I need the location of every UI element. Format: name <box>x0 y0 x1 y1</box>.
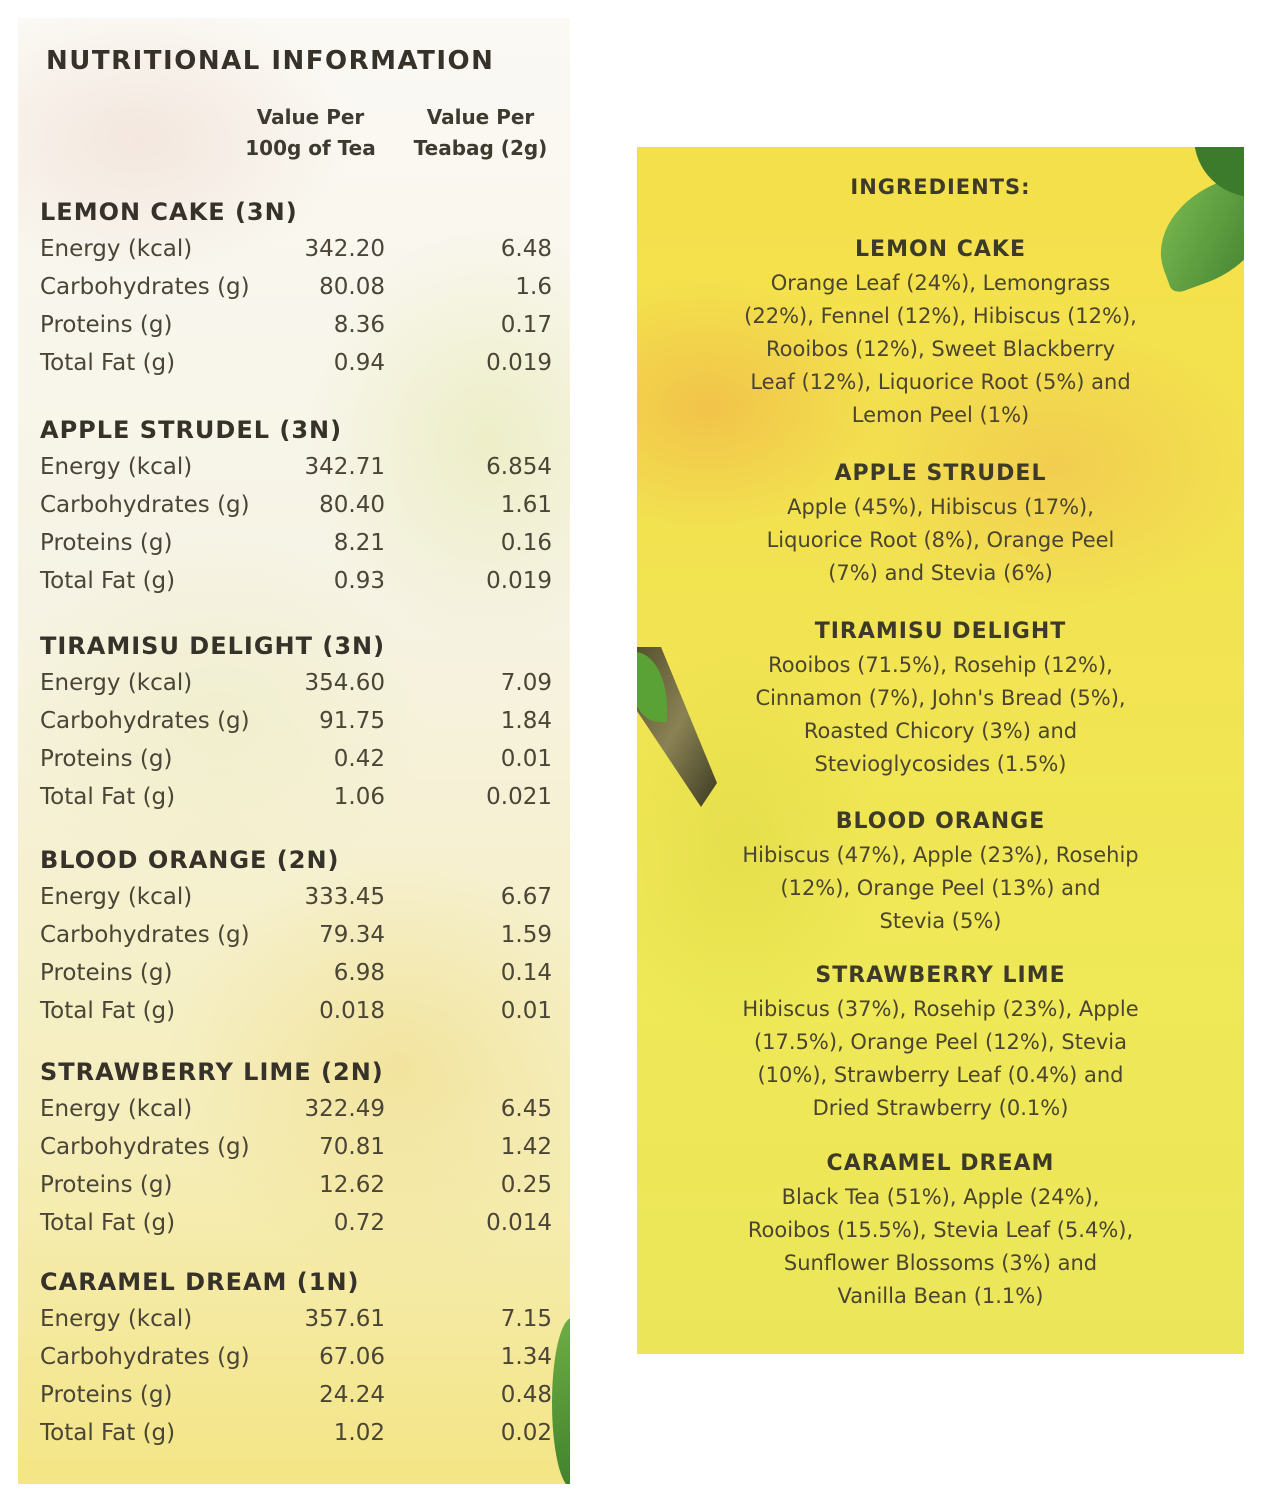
ingredients-panel <box>637 147 1244 1354</box>
ingredient-line: Sunflower Blossoms (3%) and <box>783 1251 1098 1275</box>
nutrient-label: Proteins (g) <box>40 530 173 556</box>
nutrient-row <box>40 1092 560 1130</box>
nutrient-row <box>40 488 560 526</box>
value-per-100g: 79.34 <box>319 922 385 948</box>
nutrient-row <box>40 742 560 780</box>
nutrient-label: Carbohydrates (g) <box>40 492 250 518</box>
nutrient-label: Proteins (g) <box>40 1172 173 1198</box>
ingredient-line: Apple (45%), Hibiscus (17%), <box>787 495 1094 519</box>
ingredient-section <box>637 1147 1244 1313</box>
value-per-teabag: 0.021 <box>486 784 552 810</box>
value-per-teabag: 0.14 <box>500 960 552 986</box>
nutrition-title: NUTRITIONAL INFORMATION <box>46 46 495 76</box>
ingredient-line: Rooibos (15.5%), Stevia Leaf (5.4%), <box>747 1218 1134 1242</box>
value-per-teabag: 0.17 <box>500 312 552 338</box>
value-per-teabag: 6.854 <box>486 454 552 480</box>
nutrient-row <box>40 526 560 564</box>
nutrient-row <box>40 918 560 956</box>
value-per-100g: 322.49 <box>304 1096 385 1122</box>
value-per-teabag: 1.34 <box>500 1344 552 1370</box>
column-header-line: 100g of Tea <box>245 136 376 160</box>
value-per-teabag: 6.48 <box>500 236 552 262</box>
nutrient-label: Proteins (g) <box>40 960 173 986</box>
value-per-teabag: 0.48 <box>500 1382 552 1408</box>
nutrient-row <box>40 564 560 602</box>
ingredient-section <box>637 615 1244 781</box>
ingredient-section <box>637 805 1244 938</box>
ingredient-line: Orange Leaf (24%), Lemongrass <box>770 271 1111 295</box>
section-title: STRAWBERRY LIME (2N) <box>40 1058 384 1086</box>
value-per-teabag: 0.019 <box>486 568 552 594</box>
nutrient-label: Total Fat (g) <box>40 998 176 1024</box>
nutrient-row <box>40 880 560 918</box>
value-per-teabag: 0.014 <box>486 1210 552 1236</box>
ingredient-section <box>637 457 1244 590</box>
nutrient-label: Energy (kcal) <box>40 236 193 262</box>
value-per-100g: 1.02 <box>333 1420 385 1446</box>
nutrient-row <box>40 704 560 742</box>
section-title: CARAMEL DREAM (1N) <box>40 1268 360 1296</box>
value-per-100g: 1.06 <box>333 784 385 810</box>
ingredient-section-title: BLOOD ORANGE <box>835 809 1046 834</box>
nutrient-row <box>40 994 560 1032</box>
ingredient-line: Rooibos (71.5%), Rosehip (12%), <box>768 653 1113 677</box>
nutrient-label: Proteins (g) <box>40 1382 173 1408</box>
nutrient-label: Carbohydrates (g) <box>40 708 250 734</box>
value-per-teabag: 6.45 <box>500 1096 552 1122</box>
ingredient-line: Lemon Peel (1%) <box>851 403 1030 427</box>
value-per-100g: 70.81 <box>319 1134 385 1160</box>
value-per-teabag: 0.019 <box>486 350 552 376</box>
ingredient-line: Hibiscus (37%), Rosehip (23%), Apple <box>742 997 1139 1021</box>
ingredient-line: Leaf (12%), Liquorice Root (5%) and <box>750 370 1131 394</box>
ingredient-line: (22%), Fennel (12%), Hibiscus (12%), <box>744 304 1137 328</box>
nutrient-row <box>40 1378 560 1416</box>
nutrient-label: Total Fat (g) <box>40 784 176 810</box>
ingredient-line: Cinnamon (7%), John's Bread (5%), <box>755 686 1126 710</box>
nutrient-label: Energy (kcal) <box>40 670 193 696</box>
nutrient-label: Proteins (g) <box>40 746 173 772</box>
nutrient-row <box>40 270 560 308</box>
nutrient-label: Energy (kcal) <box>40 884 193 910</box>
ingredient-line: Rooibos (12%), Sweet Blackberry <box>765 337 1116 361</box>
value-per-100g: 0.93 <box>333 568 385 594</box>
nutrient-row <box>40 450 560 488</box>
ingredient-line: Dried Strawberry (0.1%) <box>812 1096 1069 1120</box>
ingredient-line: Liquorice Root (8%), Orange Peel <box>766 528 1115 552</box>
nutrient-row <box>40 1302 560 1340</box>
nutrient-row <box>40 666 560 704</box>
nutrient-label: Carbohydrates (g) <box>40 922 250 948</box>
section-title: LEMON CAKE (3N) <box>40 198 298 226</box>
value-per-100g: 12.62 <box>319 1172 385 1198</box>
nutrient-label: Energy (kcal) <box>40 1306 193 1332</box>
ingredient-line: Black Tea (51%), Apple (24%), <box>781 1185 1100 1209</box>
ingredient-line: Roasted Chicory (3%) and <box>803 719 1078 743</box>
value-per-100g: 342.71 <box>304 454 385 480</box>
value-per-teabag: 7.09 <box>500 670 552 696</box>
value-per-100g: 354.60 <box>304 670 385 696</box>
value-per-100g: 0.72 <box>333 1210 385 1236</box>
column-header-line: Value Per <box>426 105 535 129</box>
nutrient-label: Carbohydrates (g) <box>40 1134 250 1160</box>
value-per-100g: 0.018 <box>319 998 385 1024</box>
value-per-teabag: 1.84 <box>500 708 552 734</box>
ingredient-line: Vanilla Bean (1.1%) <box>837 1284 1044 1308</box>
value-per-100g: 91.75 <box>319 708 385 734</box>
nutrient-row <box>40 956 560 994</box>
value-per-100g: 80.40 <box>319 492 385 518</box>
nutrient-label: Total Fat (g) <box>40 1210 176 1236</box>
ingredient-section <box>637 233 1244 432</box>
nutrient-label: Carbohydrates (g) <box>40 274 250 300</box>
value-per-teabag: 1.42 <box>500 1134 552 1160</box>
ingredients-title: INGREDIENTS: <box>850 175 1031 199</box>
value-per-100g: 24.24 <box>319 1382 385 1408</box>
value-per-teabag: 0.25 <box>500 1172 552 1198</box>
value-per-100g: 357.61 <box>304 1306 385 1332</box>
nutrient-row <box>40 1340 560 1378</box>
value-per-teabag: 0.02 <box>500 1420 552 1446</box>
value-per-100g: 0.94 <box>333 350 385 376</box>
section-title: TIRAMISU DELIGHT (3N) <box>40 632 386 660</box>
nutrition-section <box>40 1058 560 1244</box>
value-per-teabag: 0.01 <box>500 998 552 1024</box>
column-header-line: Teabag (2g) <box>413 136 548 160</box>
value-per-teabag: 1.61 <box>500 492 552 518</box>
nutrient-label: Proteins (g) <box>40 312 173 338</box>
value-per-100g: 342.20 <box>304 236 385 262</box>
nutrient-row <box>40 346 560 384</box>
nutrition-section <box>40 632 560 818</box>
value-per-100g: 6.98 <box>333 960 385 986</box>
nutrition-section <box>40 846 560 1032</box>
value-per-teabag: 1.59 <box>500 922 552 948</box>
value-per-100g: 0.42 <box>333 746 385 772</box>
ingredient-section <box>637 959 1244 1125</box>
ingredient-line: (10%), Strawberry Leaf (0.4%) and <box>757 1063 1124 1087</box>
nutrient-label: Energy (kcal) <box>40 1096 193 1122</box>
nutrient-row <box>40 1206 560 1244</box>
nutrient-row <box>40 232 560 270</box>
ingredient-section-title: APPLE STRUDEL <box>834 461 1047 486</box>
nutrient-label: Carbohydrates (g) <box>40 1344 250 1370</box>
ingredient-section-title: LEMON CAKE <box>855 237 1026 262</box>
value-per-100g: 8.21 <box>333 530 385 556</box>
value-per-teabag: 6.67 <box>500 884 552 910</box>
column-header-line: Value Per <box>256 105 365 129</box>
value-per-100g: 67.06 <box>319 1344 385 1370</box>
value-per-teabag: 7.15 <box>500 1306 552 1332</box>
section-title: BLOOD ORANGE (2N) <box>40 846 340 874</box>
value-per-100g: 8.36 <box>333 312 385 338</box>
nutrition-section <box>40 198 560 384</box>
value-per-100g: 80.08 <box>319 274 385 300</box>
nutrient-row <box>40 308 560 346</box>
section-title: APPLE STRUDEL (3N) <box>40 416 343 444</box>
value-per-teabag: 0.01 <box>500 746 552 772</box>
column-header-per-teabag <box>393 102 568 164</box>
ingredient-section-title: CARAMEL DREAM <box>826 1151 1055 1176</box>
nutrient-label: Energy (kcal) <box>40 454 193 480</box>
ingredient-line: Hibiscus (47%), Apple (23%), Rosehip <box>742 843 1139 867</box>
nutrient-row <box>40 1416 560 1454</box>
ingredient-line: Stevioglycosides (1.5%) <box>814 752 1067 776</box>
nutrient-row <box>40 780 560 818</box>
value-per-teabag: 1.6 <box>515 274 552 300</box>
nutrient-row <box>40 1130 560 1168</box>
nutrient-label: Total Fat (g) <box>40 350 176 376</box>
ingredient-line: (7%) and Stevia (6%) <box>828 561 1053 585</box>
ingredient-line: (12%), Orange Peel (13%) and <box>780 876 1101 900</box>
nutrient-label: Total Fat (g) <box>40 1420 176 1446</box>
nutrition-section <box>40 416 560 602</box>
ingredient-line: (17.5%), Orange Peel (12%), Stevia <box>753 1030 1127 1054</box>
column-header-per-100g <box>223 102 398 164</box>
ingredient-section-title: STRAWBERRY LIME <box>815 963 1066 988</box>
nutrient-label: Total Fat (g) <box>40 568 176 594</box>
ingredient-line: Stevia (5%) <box>879 909 1002 933</box>
value-per-100g: 333.45 <box>304 884 385 910</box>
nutrition-section <box>40 1268 560 1454</box>
value-per-teabag: 0.16 <box>500 530 552 556</box>
ingredient-section-title: TIRAMISU DELIGHT <box>814 619 1067 644</box>
nutrition-panel <box>18 18 570 1484</box>
nutrient-row <box>40 1168 560 1206</box>
